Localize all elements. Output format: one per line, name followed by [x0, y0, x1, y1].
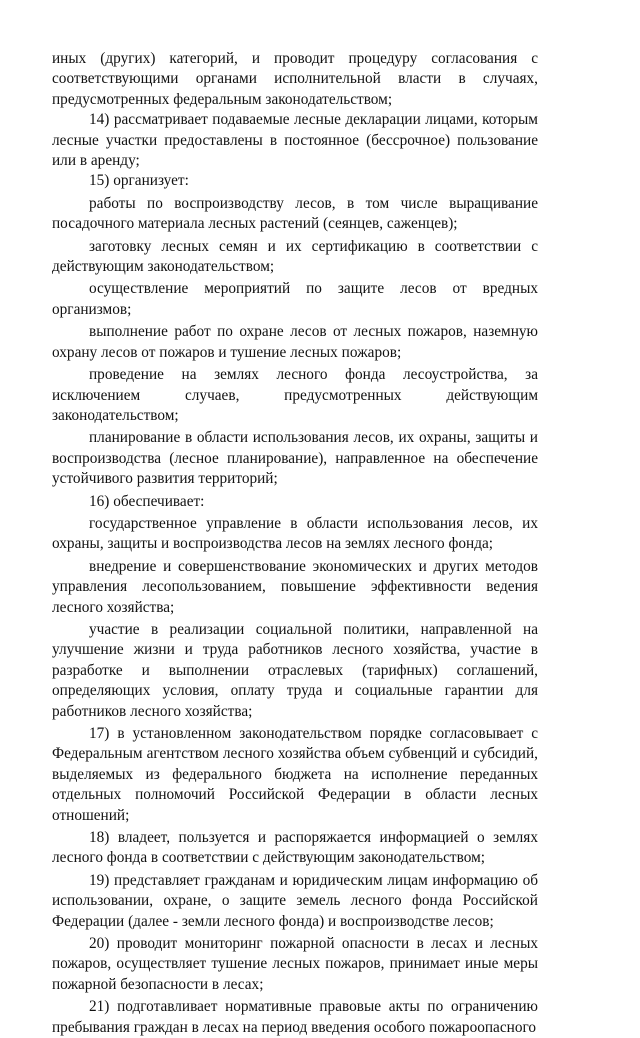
paragraph-16-state-management: государственное управление в области использования лесов, их охраны, защиты и воспроизводства лесов на землях лесного фонда;: [52, 514, 538, 553]
paragraph-item-21: 21) подготавливает нормативные правовые акты по ограничению пребывания граждан в лесах на период введения особого пожароопасного: [52, 998, 538, 1036]
paragraph-item-19: 19) представляет гражданам и юридическим лицам информацию об использовании, охране, о защите земель лесного фонда Российской Федерации (далее - земли лесного фонда) и воспроизводстве лесов;: [52, 871, 538, 930]
paragraph-15-protection: осуществление мероприятий по защите лесов от вредных организмов;: [52, 280, 538, 318]
paragraph-16-economic-methods: внедрение и совершенствование экономических и других методов управления лесопользованием, повышение эффективности ведения лесного хозяйства;: [52, 557, 538, 616]
paragraph-15-seeds: заготовку лесных семян и их сертификацию в соответствии с действующим законодательством;: [52, 237, 538, 276]
paragraph-item-15-heading: 15) организует:: [89, 172, 189, 190]
paragraph-item-14: 14) рассматривает подаваемые лесные декларации лицами, которым лесные участки предоставлены в постоянное (бессрочное) пользование или в аренду;: [52, 111, 538, 170]
paragraph-15-forest-management: проведение на землях лесного фонда лесоустройства, за исключением случаев, предусмотренных действующим законодательством;: [52, 366, 538, 424]
paragraph-item-16-heading: 16) обеспечивает:: [89, 492, 205, 510]
paragraph-16-social-policy: участие в реализации социальной политики, направленной на улучшение жизни и труда работников лесного хозяйства, участие в разработке и выполнении отраслевых (тарифных) соглашений, определяющих условия, оплату труда и социальные гарантии для работников лесного хозяйства;: [52, 620, 538, 720]
paragraph-15-reforestation: работы по воспроизводству лесов, в том числе выращивание посадочного материала лесных растений (сеянцев, саженцев);: [52, 194, 538, 233]
paragraph-item-17: 17) в установленном законодательством порядке согласовывает с Федеральным агентством лесного хозяйства объем субвенций и субсидий, выделяемых из федерального бюджета на исполнение переданных отдельных полномочий Российской Федерации в области лесных отношений;: [52, 725, 538, 824]
paragraph-continuation: иных (других) категорий, и проводит процедуру согласования с соответствующими органами исполнительной власти в случаях, предусмотренных федеральным законодательством;: [52, 50, 538, 108]
paragraph-item-18: 18) владеет, пользуется и распоряжается информацией о землях лесного фонда в соответствии с действующим законодательством;: [52, 829, 538, 867]
paragraph-item-20: 20) проводит мониторинг пожарной опасности в лесах и лесных пожаров, осуществляет тушение лесных пожаров, принимает иные меры пожарной безопасности в лесах;: [52, 935, 538, 993]
paragraph-15-fire-protection: выполнение работ по охране лесов от лесных пожаров, наземную охрану лесов от пожаров и тушение лесных пожаров;: [52, 323, 538, 361]
paragraph-15-planning: планирование в области использования лесов, их охраны, защиты и воспроизводства (лесное планирование), направленное на обеспечение устойчивого развития территорий;: [52, 429, 538, 488]
